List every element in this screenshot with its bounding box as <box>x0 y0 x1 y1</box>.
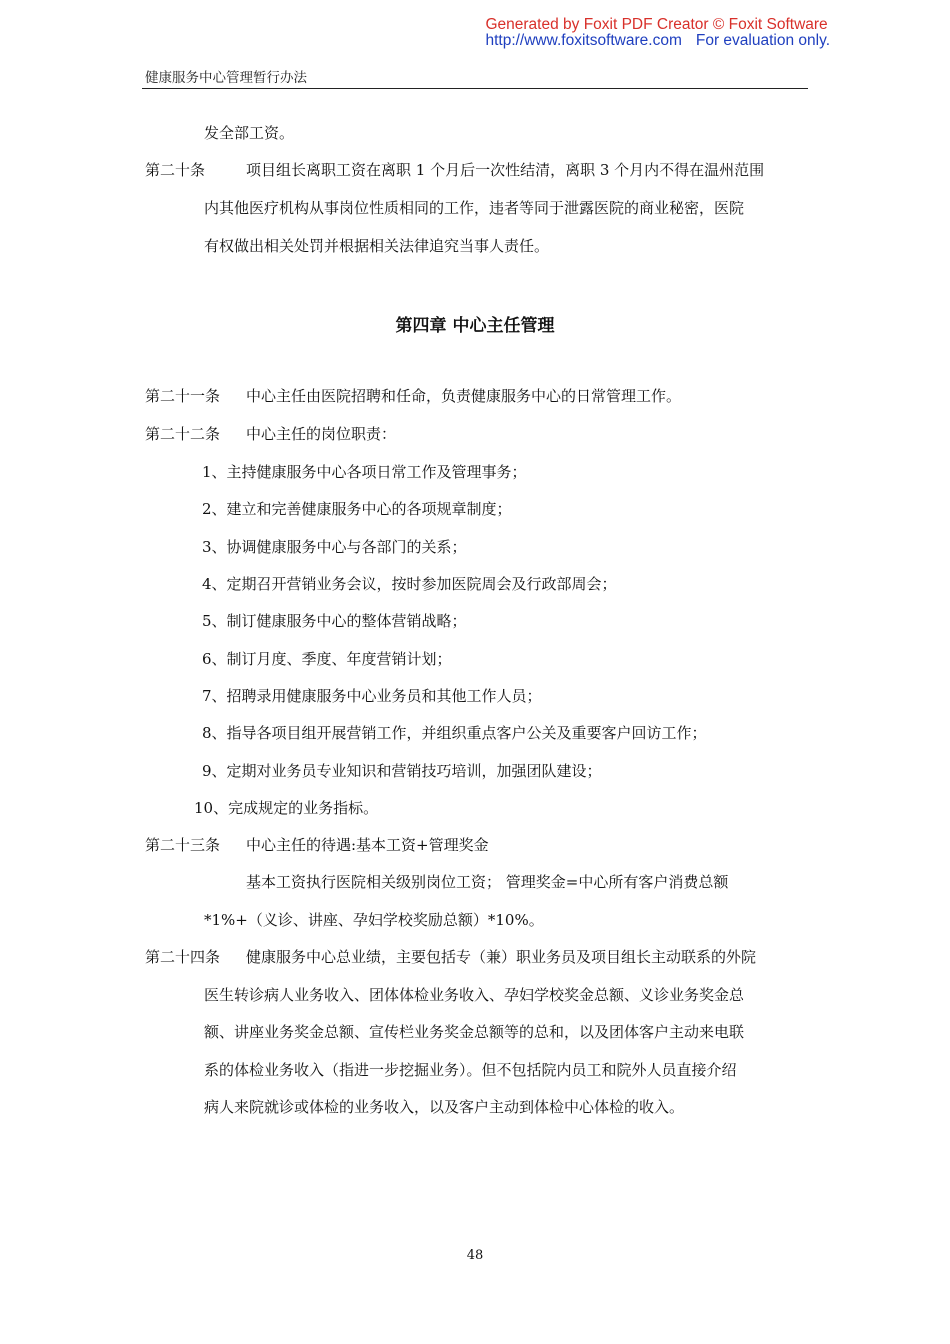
header-rule <box>142 88 808 89</box>
duty-list-item: 7、招聘录用健康服务中心业务员和其他工作人员； <box>202 687 542 705</box>
article-24-line: 额、讲座业务奖金总额、宣传栏业务奖金总额等的总和，以及团体客户主动来电联 <box>204 1023 745 1041</box>
page-number: 48 <box>466 1248 484 1263</box>
article-21-text: 中心主任由医院招聘和任命，负责健康服务中心的日常管理工作。 <box>246 387 682 405</box>
watermark-note: For evaluation only. <box>695 32 830 49</box>
article-20-line: 项目组长离职工资在离职 1 个月后一次性结清，离职 3 个月内不得在温州范围 <box>246 161 765 179</box>
article-22-text: 中心主任的岗位职责： <box>246 425 397 443</box>
continuation-text: 发全部工资。 <box>204 124 295 142</box>
duty-list-item: 9、定期对业务员专业知识和营销技巧培训，加强团队建设； <box>202 762 602 780</box>
running-header-title: 健康服务中心管理暂行办法 <box>145 70 307 86</box>
article-20-label: 第二十条 <box>145 161 206 179</box>
article-24-line: 健康服务中心总业绩，主要包括专（兼）职业务员及项目组长主动联系的外院 <box>246 948 757 966</box>
duty-list-item: 4、定期召开营销业务会议，按时参加医院周会及行政部周会； <box>202 575 617 593</box>
duty-list-item: 10、完成规定的业务指标。 <box>194 799 379 817</box>
chapter-heading: 第四章 中心主任管理 <box>395 316 555 336</box>
article-23-line2: 基本工资执行医院相关级别岗位工资； 管理奖金=中心所有客户消费总额 <box>246 873 729 891</box>
article-23-text: 中心主任的待遇:基本工资+管理奖金 <box>246 836 489 854</box>
article-24-line: 病人来院就诊或体检的业务收入，以及客户主动到体检中心体检的收入。 <box>204 1098 685 1116</box>
duty-list-item: 8、指导各项目组开展营销工作，并组织重点客户公关及重要客户回访工作； <box>202 724 707 742</box>
watermark-line2 <box>485 33 830 49</box>
article-24-line: 医生转诊病人业务收入、团体体检业务收入、孕妇学校奖金总额、义诊业务奖金总 <box>204 986 745 1004</box>
duty-list-item: 3、协调健康服务中心与各部门的关系； <box>202 538 467 556</box>
duty-list-item: 2、建立和完善健康服务中心的各项规章制度； <box>202 500 512 518</box>
article-24-line: 系的体检业务收入（指进一步挖掘业务）。但不包括院内员工和院外人员直接介绍 <box>204 1061 737 1079</box>
foxit-watermark <box>485 17 830 49</box>
watermark-url: http://www.foxitsoftware.com <box>485 32 682 49</box>
article-22-label: 第二十二条 <box>145 425 221 443</box>
article-21-label: 第二十一条 <box>145 387 221 405</box>
article-24-label: 第二十四条 <box>145 948 221 966</box>
duty-list-item: 6、制订月度、季度、年度营销计划； <box>202 650 452 668</box>
article-20-line: 内其他医疗机构从事岗位性质相同的工作，违者等同于泄露医院的商业秘密，医院 <box>204 199 745 217</box>
article-20-line: 有权做出相关处罚并根据相关法律追究当事人责任。 <box>204 237 550 255</box>
article-23-line3: *1%+（义诊、讲座、孕妇学校奖励总额）*10%。 <box>204 911 544 929</box>
duty-list-item: 1、主持健康服务中心各项日常工作及管理事务； <box>202 463 527 481</box>
article-23-label: 第二十三条 <box>145 836 221 854</box>
watermark-line1: Generated by Foxit PDF Creator © Foxit Software <box>485 16 828 33</box>
duty-list-item: 5、制订健康服务中心的整体营销战略； <box>202 612 467 630</box>
